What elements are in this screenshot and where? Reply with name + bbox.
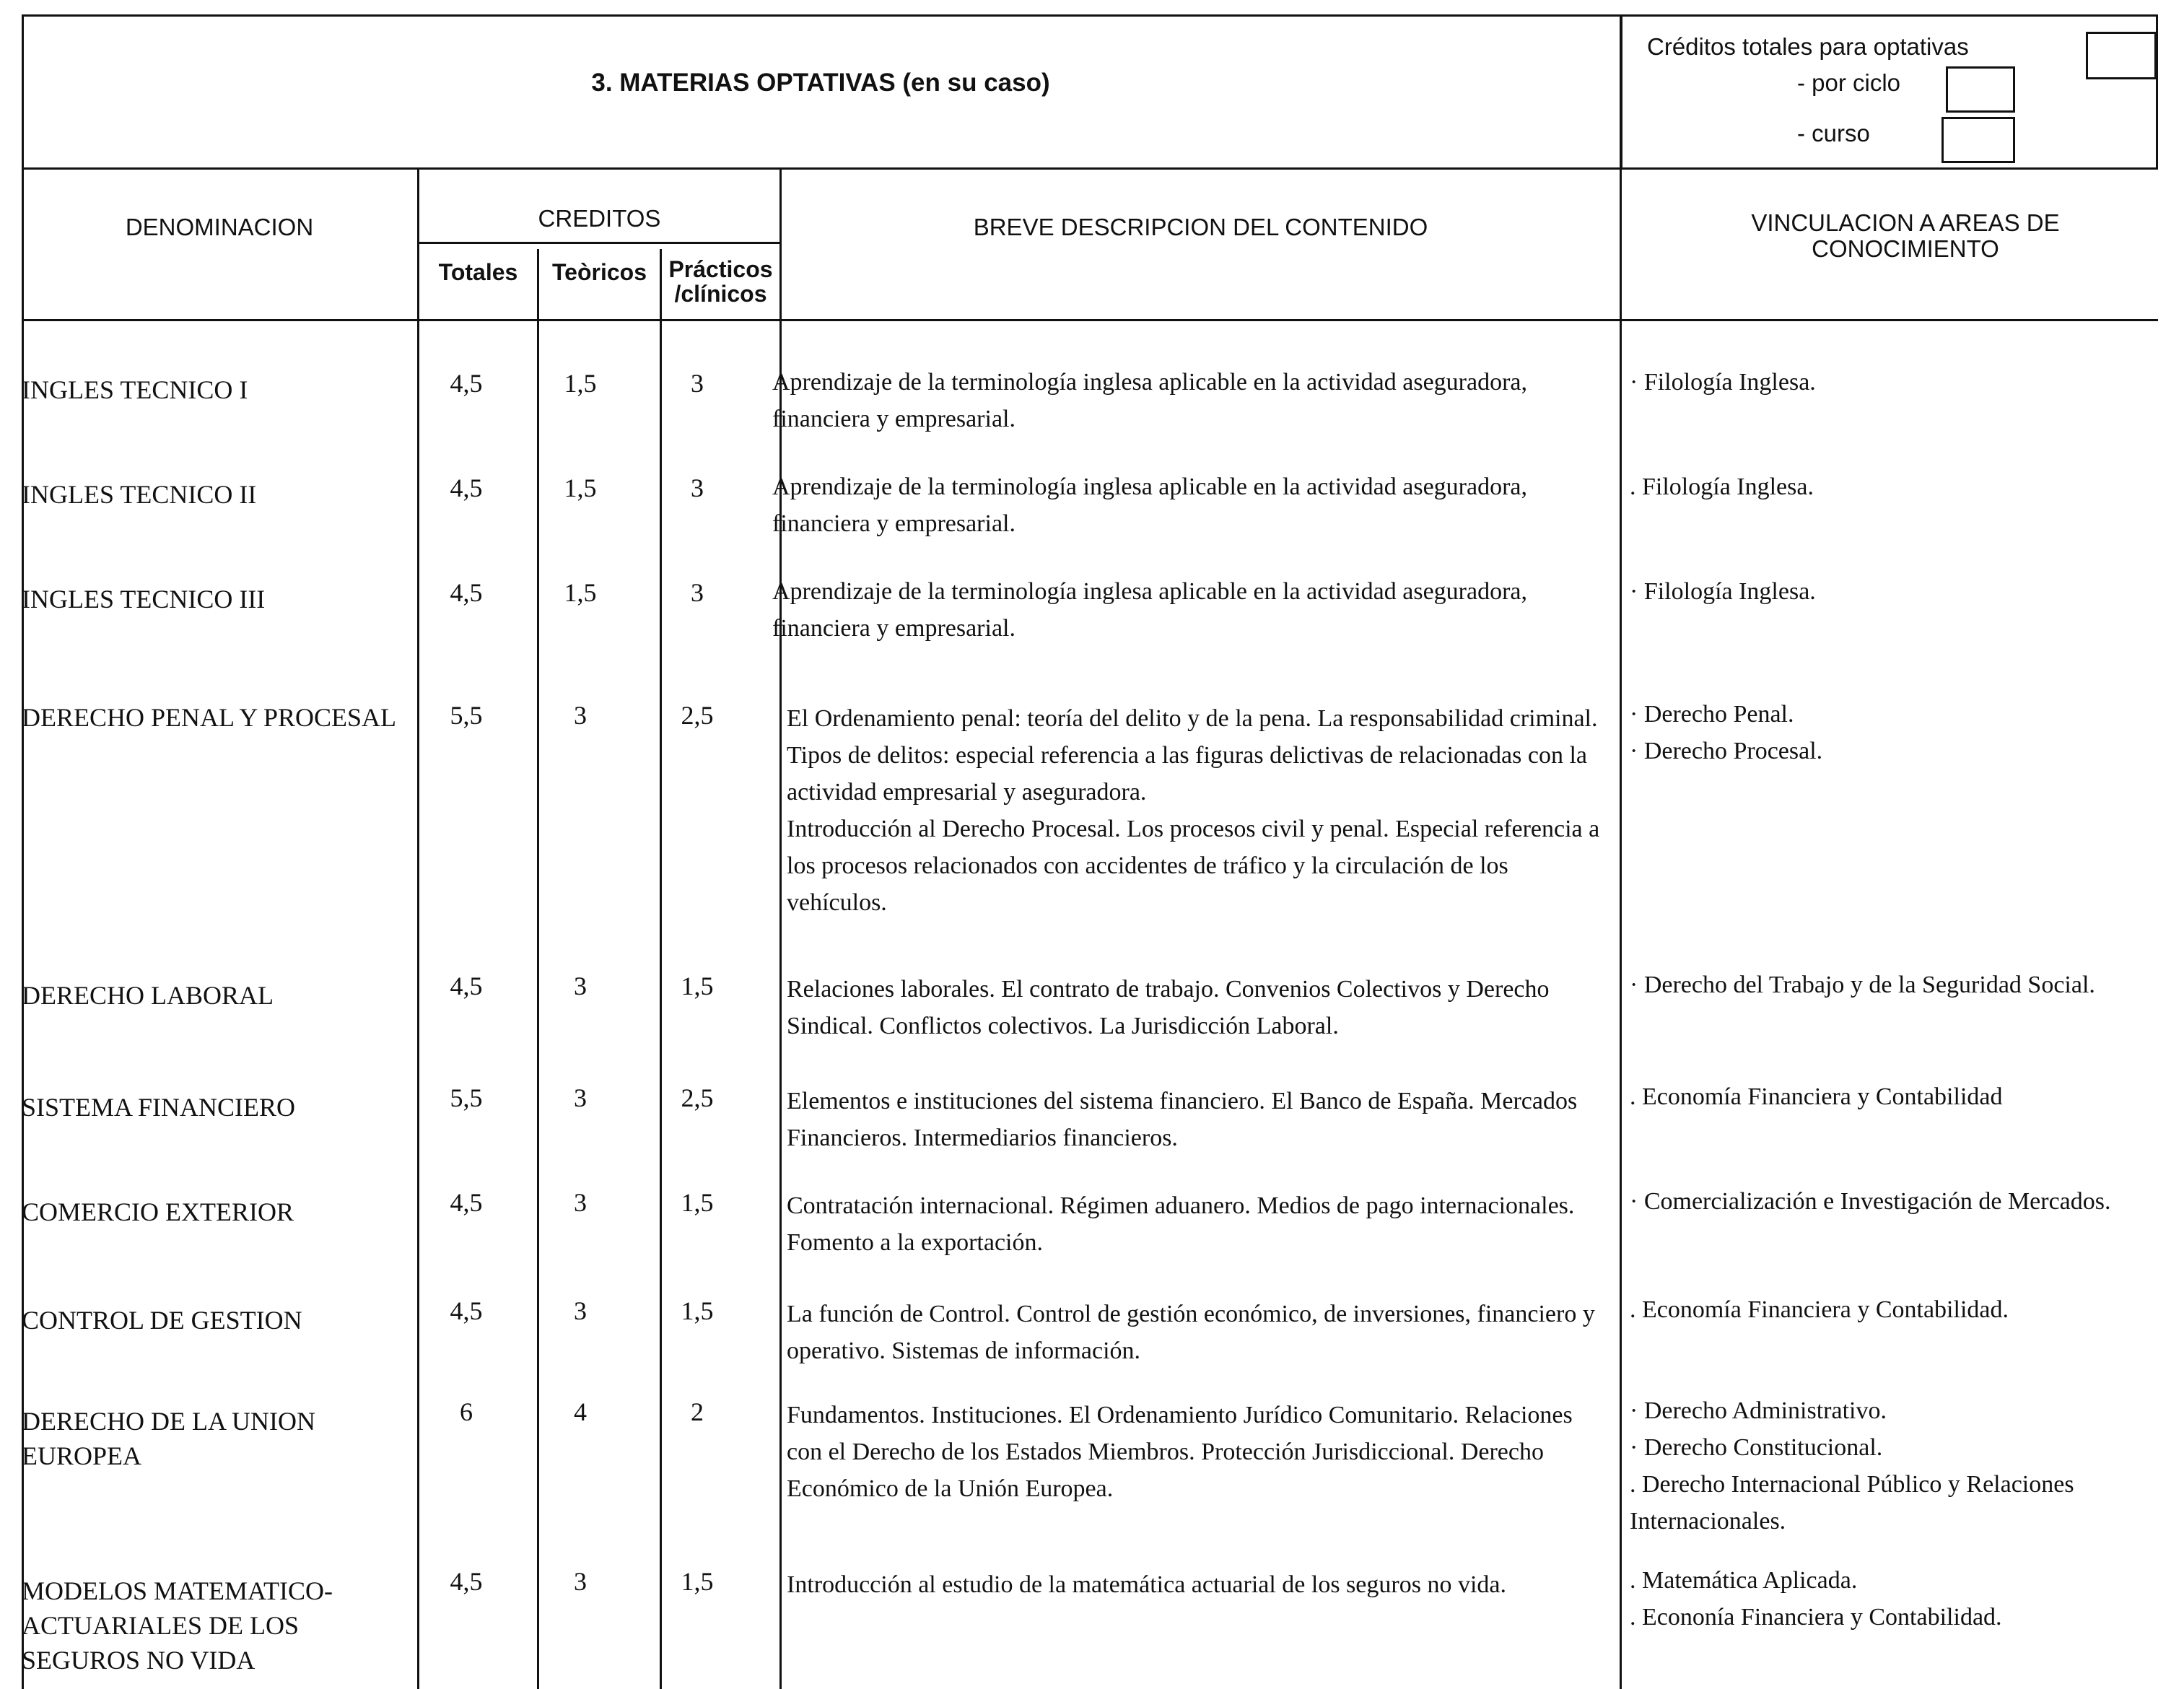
subject-description: Contratación internacional. Régimen aduanero. Medios de pago internacionales. Fomento a la exportación. bbox=[787, 1192, 1575, 1256]
credits-totales: 4,5 bbox=[450, 369, 483, 398]
knowledge-areas: · Filología Inglesa. bbox=[1630, 369, 1816, 396]
credits-teoricos: 1,5 bbox=[564, 473, 597, 502]
credits-totales: 4,5 bbox=[450, 1188, 483, 1217]
per-course-field[interactable] bbox=[1941, 117, 2015, 163]
knowledge-areas: · Filología Inglesa. bbox=[1630, 578, 1816, 605]
credits-total-field[interactable] bbox=[2086, 32, 2157, 79]
knowledge-areas: . Matemática Aplicada. . Econonía Financiera y Contabilidad. bbox=[1630, 1567, 2002, 1631]
subject-description: Introducción al estudio de la matemática actuarial de los seguros no vida. bbox=[787, 1571, 1506, 1598]
credits-teoricos: 3 bbox=[574, 1567, 587, 1596]
col-totales: Totales bbox=[438, 259, 518, 285]
per-cycle-label: - por ciclo bbox=[1797, 69, 1901, 96]
credits-total-label: Créditos totales para optativas bbox=[1647, 33, 1969, 60]
col-practicos: Prácticos /clínicos bbox=[668, 256, 773, 307]
credits-practicos: 3 bbox=[691, 473, 704, 502]
credits-teoricos: 3 bbox=[574, 1188, 587, 1217]
credits-teoricos: 3 bbox=[574, 701, 587, 730]
credits-practicos: 2,5 bbox=[681, 701, 714, 730]
subject-name: COMERCIO EXTERIOR bbox=[22, 1197, 294, 1226]
credits-practicos: 2 bbox=[691, 1397, 704, 1426]
col-denominacion: DENOMINACION bbox=[125, 214, 314, 240]
subject-description: Relaciones laborales. El contrato de trabajo. Convenios Colectivos y Derecho Sindical. Conflictos colectivos. La Jurisdicción Laboral. bbox=[787, 976, 1550, 1039]
knowledge-areas: . Economía Financiera y Contabilidad. bbox=[1630, 1296, 2009, 1323]
credits-teoricos: 4 bbox=[574, 1397, 587, 1426]
col-creditos: CREDITOS bbox=[538, 205, 661, 232]
credits-practicos: 1,5 bbox=[681, 1567, 714, 1596]
subject-name: INGLES TECNICO III bbox=[22, 585, 266, 614]
subject-name: INGLES TECNICO I bbox=[22, 375, 248, 404]
credits-practicos: 3 bbox=[691, 578, 704, 607]
subject-description: Aprendizaje de la terminología inglesa aplicable en la actividad aseguradora, financiera y empresarial. bbox=[772, 369, 1527, 432]
subject-description: Elementos e instituciones del sistema financiero. El Banco de España. Mercados Financieros. Intermediarios financieros. bbox=[787, 1088, 1578, 1151]
subject-description: El Ordenamiento penal: teoría del delito y de la pena. La responsabilidad criminal. Tipos de delitos: especial referencia a las figuras delictivas de relacionadas con la actividad empresarial y aseguradora. Introducción al Derecho Procesal. Los procesos civil y penal. Especial referencia a los procesos relacionados con accidentes de tráfico y la circulación de los vehículos. bbox=[787, 705, 1600, 916]
credits-teoricos: 3 bbox=[574, 1296, 587, 1325]
credits-teoricos: 3 bbox=[574, 1083, 587, 1112]
knowledge-areas: . Filología Inglesa. bbox=[1630, 473, 1814, 500]
subject-name: INGLES TECNICO II bbox=[22, 480, 257, 509]
credits-totales: 4,5 bbox=[450, 1567, 483, 1596]
credits-teoricos: 1,5 bbox=[564, 578, 597, 607]
credits-practicos: 2,5 bbox=[681, 1083, 714, 1112]
subject-description: Aprendizaje de la terminología inglesa aplicable en la actividad aseguradora, financiera y empresarial. bbox=[772, 473, 1527, 537]
credits-practicos: 3 bbox=[691, 369, 704, 398]
credits-totales: 4,5 bbox=[450, 972, 483, 1000]
col-descripcion: BREVE DESCRIPCION DEL CONTENIDO bbox=[973, 214, 1428, 240]
per-cycle-field[interactable] bbox=[1946, 66, 2015, 113]
subject-description: Aprendizaje de la terminología inglesa aplicable en la actividad aseguradora, financiera y empresarial. bbox=[772, 578, 1527, 642]
credits-totales: 4,5 bbox=[450, 1296, 483, 1325]
subject-name: CONTROL DE GESTION bbox=[22, 1306, 302, 1335]
credits-totales: 4,5 bbox=[450, 473, 483, 502]
credits-totales: 5,5 bbox=[450, 1083, 483, 1112]
credits-practicos: 1,5 bbox=[681, 972, 714, 1000]
subject-name: SISTEMA FINANCIERO bbox=[22, 1093, 296, 1122]
subject-description: Fundamentos. Instituciones. El Ordenamiento Jurídico Comunitario. Relaciones con el Derecho de los Estados Miembros. Protección Jurisdiccional. Derecho Económico de la Unión Europea. bbox=[787, 1402, 1573, 1502]
knowledge-areas: · Derecho Penal. · Derecho Procesal. bbox=[1630, 701, 1823, 764]
col-vinculacion: VINCULACION A AREAS DE CONOCIMIENTO bbox=[1751, 209, 2060, 263]
page-title: 3. MATERIAS OPTATIVAS (en su caso) bbox=[591, 69, 1050, 97]
credits-practicos: 1,5 bbox=[681, 1188, 714, 1217]
credits-totales: 6 bbox=[460, 1397, 473, 1426]
subject-name: DERECHO LABORAL bbox=[22, 981, 274, 1010]
credits-teoricos: 1,5 bbox=[564, 369, 597, 398]
knowledge-areas: . Economía Financiera y Contabilidad bbox=[1630, 1083, 2003, 1110]
subject-description: La función de Control. Control de gestión económico, de inversiones, financiero y operativo. Sistemas de información. bbox=[787, 1301, 1595, 1364]
credits-totales: 5,5 bbox=[450, 701, 483, 730]
credits-totales: 4,5 bbox=[450, 578, 483, 607]
per-course-label: - curso bbox=[1797, 120, 1870, 147]
subject-name: MODELOS MATEMATICO-ACTUARIALES DE LOS SEGUROS NO VIDA bbox=[22, 1576, 333, 1675]
knowledge-areas: · Derecho Administrativo. · Derecho Constitucional. . Derecho Internacional Público y Relaciones Internacionales. bbox=[1630, 1397, 2074, 1535]
credits-teoricos: 3 bbox=[574, 972, 587, 1000]
knowledge-areas: · Derecho del Trabajo y de la Seguridad Social. bbox=[1630, 972, 2095, 998]
subject-name: DERECHO PENAL Y PROCESAL bbox=[22, 703, 397, 732]
col-teoricos: Teòricos bbox=[552, 259, 647, 285]
knowledge-areas: · Comercialización e Investigación de Mercados. bbox=[1630, 1188, 2111, 1215]
credits-practicos: 1,5 bbox=[681, 1296, 714, 1325]
subject-name: DERECHO DE LA UNION EUROPEA bbox=[22, 1407, 315, 1470]
